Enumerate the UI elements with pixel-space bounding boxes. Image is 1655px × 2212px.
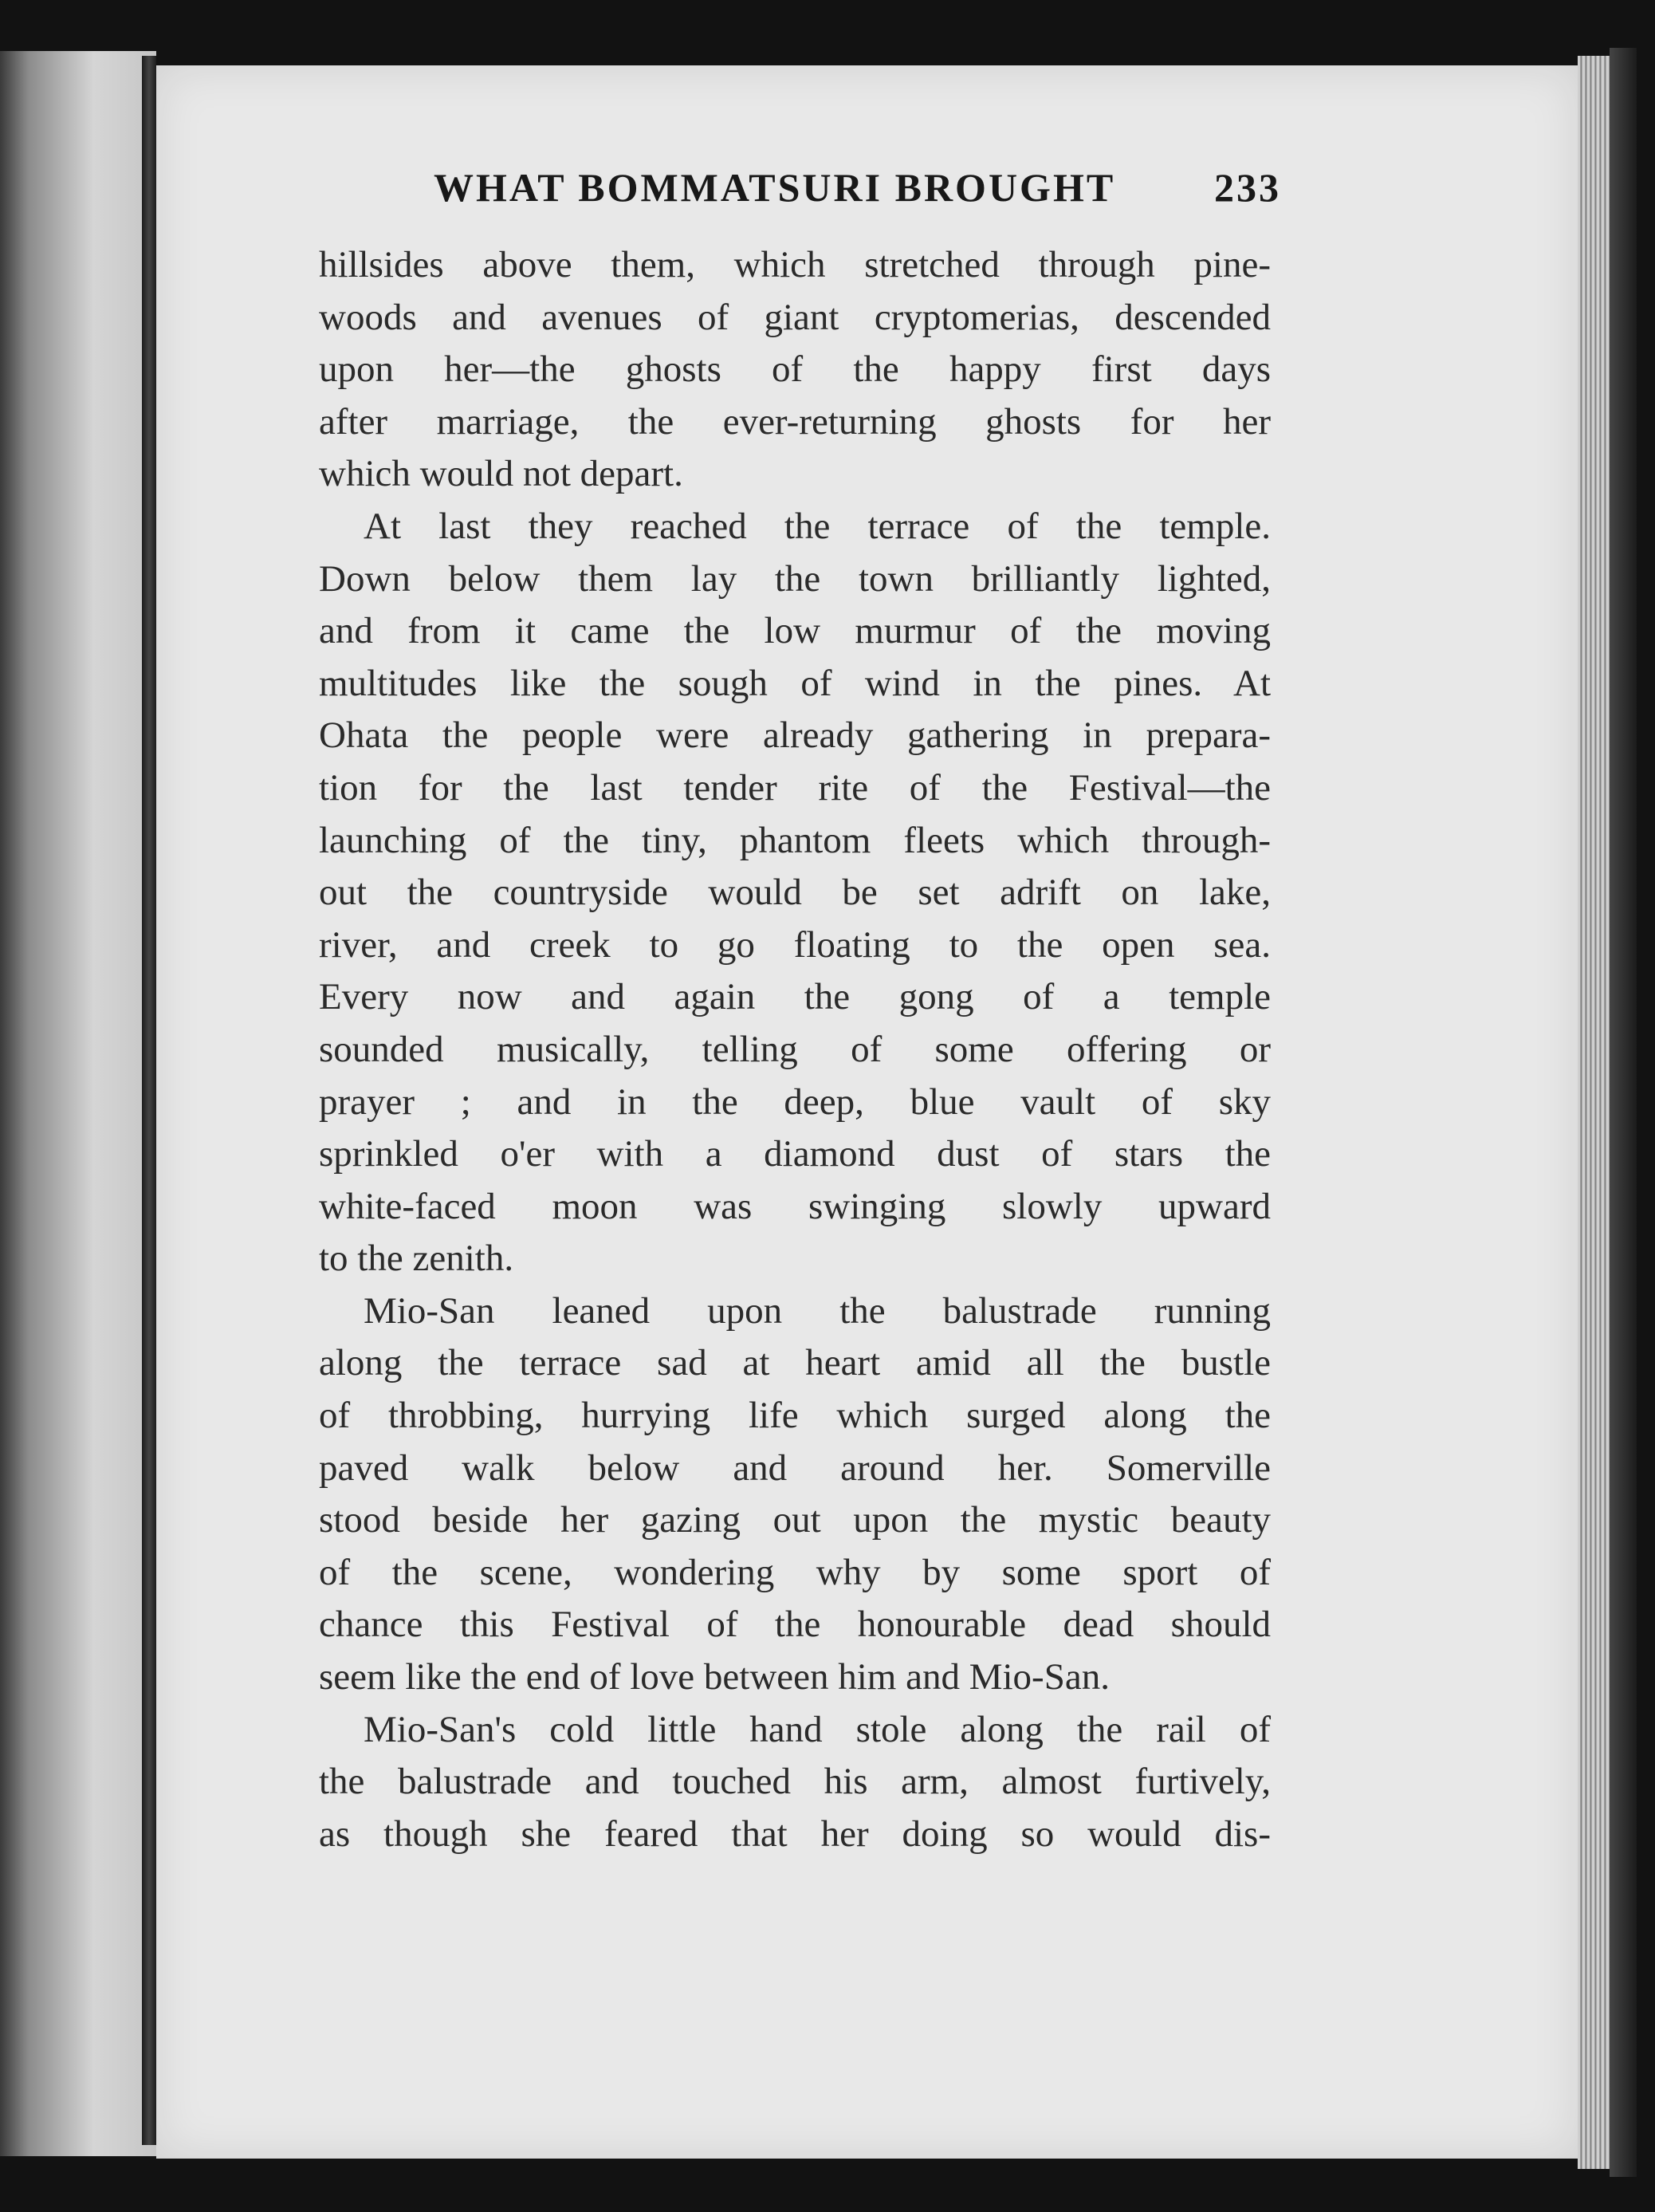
text-line: prayer ; and in the deep, blue vault of sky	[319, 1080, 1271, 1123]
text-line: which would not depart.	[319, 453, 683, 495]
body-text	[319, 239, 1271, 1860]
text-line: river, and creek to go floating to the open sea.	[319, 923, 1271, 966]
text-line: as though she feared that her doing so would dis-	[319, 1813, 1271, 1855]
text-line: paved walk below and around her. Somerville	[319, 1446, 1271, 1489]
running-title: WHAT BOMMATSURI BROUGHT	[434, 165, 1116, 210]
text-line: sounded musically, telling of some offering or	[319, 1028, 1271, 1070]
text-line: Ohata the people were already gathering in prepara-	[319, 714, 1271, 757]
text-line: of throbbing, hurrying life which surged along the	[319, 1395, 1271, 1437]
text-line: hillsides above them, which stretched through pine-	[319, 244, 1271, 285]
text-line: At last they reached the terrace of the temple.	[364, 505, 1271, 547]
paragraph	[319, 501, 1271, 1285]
text-line: chance this Festival of the honourable dead should	[319, 1604, 1271, 1646]
text-line: of the scene, wondering why by some sport of	[319, 1551, 1271, 1593]
text-line: Mio-San's cold little hand stole along the rail of	[364, 1708, 1271, 1750]
running-header	[434, 164, 1281, 228]
paragraph	[319, 1285, 1271, 1704]
text-line: Mio-San leaned upon the balustrade running	[364, 1289, 1271, 1332]
left-page-edge	[0, 51, 156, 2156]
text-line: stood beside her gazing out upon the mystic beauty	[319, 1499, 1271, 1541]
text-line: sprinkled o'er with a diamond dust of stars the	[319, 1133, 1271, 1175]
text-line: to the zenith.	[319, 1238, 514, 1280]
text-line: the balustrade and touched his arm, almost furtively,	[319, 1761, 1271, 1803]
paragraph	[319, 239, 1271, 501]
text-line: out the countryside would be set adrift on lake,	[319, 872, 1271, 914]
text-line: seem like the end of love between him and Mio-San.	[319, 1656, 1110, 1698]
text-line: multitudes like the sough of wind in the pines. At	[319, 662, 1271, 704]
text-line: white-faced moon was swinging slowly upward	[319, 1185, 1271, 1227]
text-line: launching of the tiny, phantom fleets which through-	[319, 819, 1271, 861]
page-number: 233	[1214, 165, 1281, 210]
text-line: after marriage, the ever-returning ghosts for her	[319, 400, 1271, 443]
text-line: along the terrace sad at heart amid all the bustle	[319, 1342, 1271, 1384]
text-line: upon her—the ghosts of the happy first days	[319, 348, 1271, 391]
text-line: Every now and again the gong of a temple	[319, 976, 1271, 1018]
text-line: woods and avenues of giant cryptomerias, descended	[319, 296, 1271, 338]
page-stack-edge	[1578, 56, 1610, 2169]
paragraph	[319, 1704, 1271, 1861]
text-line: tion for the last tender rite of the Festival—the	[319, 766, 1271, 809]
text-line: and from it came the low murmur of the moving	[319, 610, 1271, 652]
book-cover-edge	[1610, 48, 1637, 2177]
book-gutter	[142, 56, 156, 2145]
text-line: Down below them lay the town brilliantly lighted,	[319, 557, 1271, 600]
